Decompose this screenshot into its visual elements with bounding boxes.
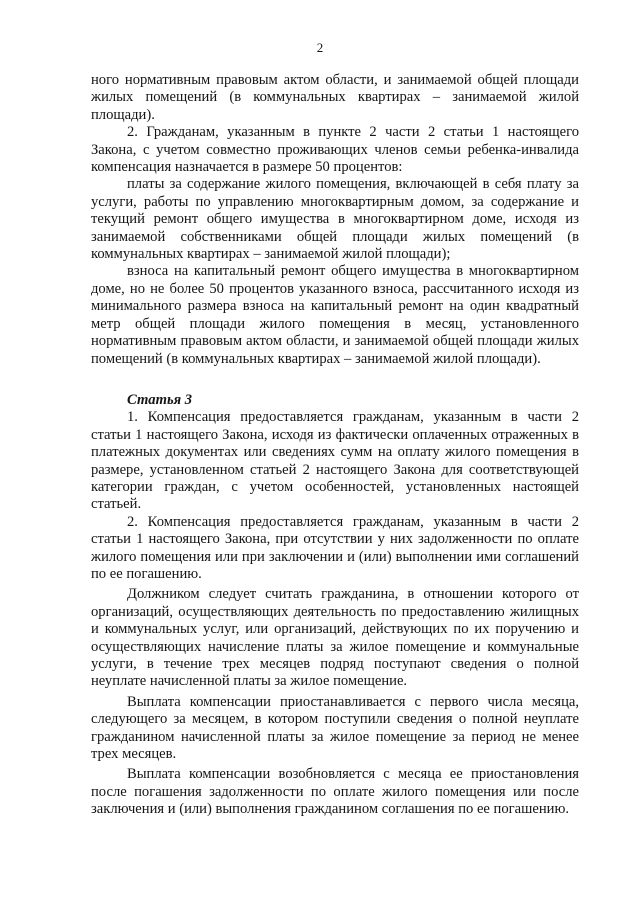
article-paragraph-resumption: Выплата компенсации возобновляется с месяца ее приостановления после погашения задолженности по оплате жилого помещения или после заключения и (или) выполнения гражданином соглашения по ее погашению. [91, 766, 579, 818]
article-paragraph-1: 1. Компенсация предоставляется гражданам, указанным в части 2 статьи 1 настоящего Закона, исходя из фактически оплаченных отраженных в платежных документах или сведениях сумм на оплату жилого помещения в размере, установленном статьей 2 настоящего Закона для соответствующей категории граждан, с учетом особенностей, установленных настоящей статьей. [91, 409, 579, 513]
document-body [91, 72, 579, 819]
article-paragraph-2: 2. Компенсация предоставляется гражданам, указанным в части 2 статьи 1 настоящего Закона, при отсутствии у них задолженности по оплате жилого помещения или при заключении и (или) выполнении ими соглашений по ее погашению. [91, 513, 579, 582]
paragraph-capital-repair: взноса на капитальный ремонт общего имущества в многоквартирном доме, но не более 50 процентов указанного взноса, рассчитанного исходя из минимального размера взноса на капитальный ремонт на один квадратный метр общей площади жилого помещения в месяц, установленного нормативным правовым актом области, и занимаемой общей площади жилых помещений (в коммунальных квартирах – занимаемой жилой площади). [91, 263, 579, 367]
paragraph-continuation: ного нормативным правовым актом области, и занимаемой общей площади жилых помещений (в коммунальных квартирах – занимаемой жилой площади). [91, 72, 579, 123]
page-number: 2 [316, 40, 324, 55]
paragraph-point-2: 2. Гражданам, указанным в пункте 2 части 2 статьи 1 настоящего Закона, с учетом совместно проживающих членов семьи ребенка-инвалида компенсация назначается в размере 50 процентов: [91, 124, 579, 176]
article-paragraph-suspension: Выплата компенсации приостанавливается с первого числа месяца, следующего за месяцем, в котором поступили сведения о полной неуплате гражданином начисленной платы за жилое помещение за период не менее трех месяцев. [91, 693, 579, 763]
paragraph-maintenance-fee: платы за содержание жилого помещения, включающей в себя плату за услуги, работы по управлению многоквартирным домом, за содержание и текущий ремонт общего имущества в многоквартирном доме, исходя из занимаемой собственниками общей площади жилых помещений (в коммунальных квартирах – занимаемой жилой площади); [91, 176, 579, 263]
article-paragraph-debtor: Должником следует считать гражданина, в отношении которого от организаций, осуществляющих деятельность по предоставлению жилищных и коммунальных услуг, или организаций, действующих по их поручению и осуществляющих начисление платы за жилое помещение и коммунальные услуги, в течение трех месяцев подряд поступают сведения о полной неуплате начисленной платы за жилое помещение. [91, 586, 579, 690]
article-heading: Статья 3 [127, 391, 193, 408]
